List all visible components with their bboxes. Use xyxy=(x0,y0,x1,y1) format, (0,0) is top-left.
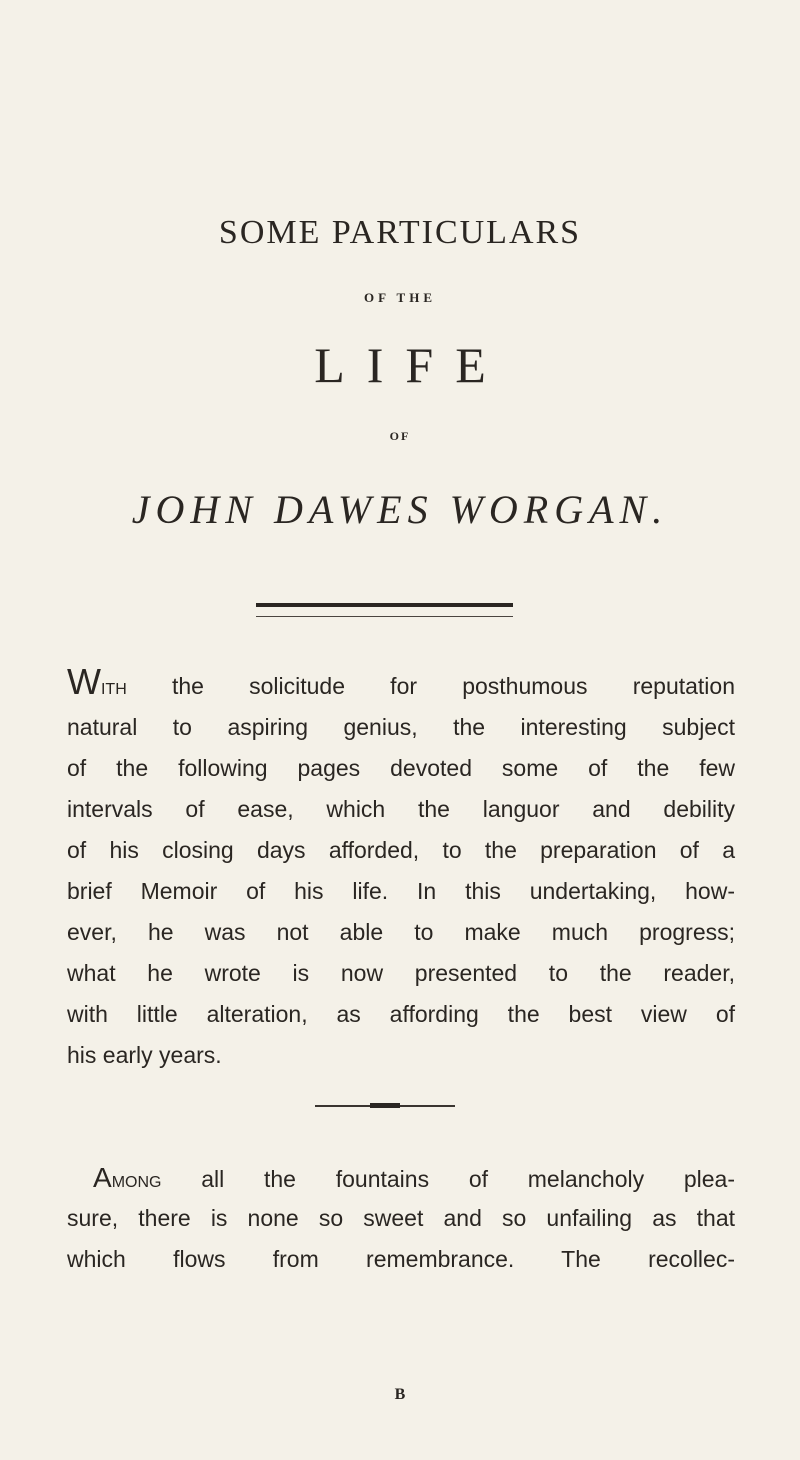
title-author-name: JOHN DAWES WORGAN. xyxy=(131,487,669,532)
title-of-the: OF THE xyxy=(363,290,437,305)
small-caps-word: mong xyxy=(111,1166,162,1192)
paragraph-intro xyxy=(67,661,735,1076)
text-line: of the following pages devoted some of the few xyxy=(67,755,735,781)
text-line: what he wrote is now presented to the reader, xyxy=(67,960,735,986)
text-line: with little alteration, as affording the best view of xyxy=(67,1001,735,1027)
title-of: OF xyxy=(389,429,411,443)
title-some-particulars: SOME PARTICULARS xyxy=(218,214,582,251)
signature-mark: B xyxy=(394,1386,406,1403)
initial-letter: A xyxy=(93,1162,112,1193)
text-line: ever, he was not able to make much progress; xyxy=(67,919,735,945)
paragraph-remembrance xyxy=(67,1157,735,1280)
text-line: sure, there is none so sweet and so unfailing as that xyxy=(67,1205,735,1231)
double-rule-thick xyxy=(256,603,513,607)
text-line: of his closing days afforded, to the preparation of a xyxy=(67,837,735,863)
text-line: brief Memoir of his life. In this undertaking, how- xyxy=(67,878,735,904)
title-life: LIFE xyxy=(314,337,508,393)
text-line: his early years. xyxy=(67,1042,222,1068)
double-rule-thin xyxy=(256,616,513,617)
text-line: Among all the fountains of melancholy plea- xyxy=(93,1162,735,1193)
text-line: which flows from remembrance. The recollec- xyxy=(67,1246,735,1272)
small-caps-word: ith xyxy=(100,673,127,699)
text-line: With the solicitude for posthumous reputation xyxy=(67,661,735,702)
text-line: intervals of ease, which the languor and debility xyxy=(67,796,735,822)
section-divider-center xyxy=(370,1103,400,1108)
text-line: natural to aspiring genius, the interesting subject xyxy=(67,714,735,740)
drop-cap: W xyxy=(67,661,101,702)
